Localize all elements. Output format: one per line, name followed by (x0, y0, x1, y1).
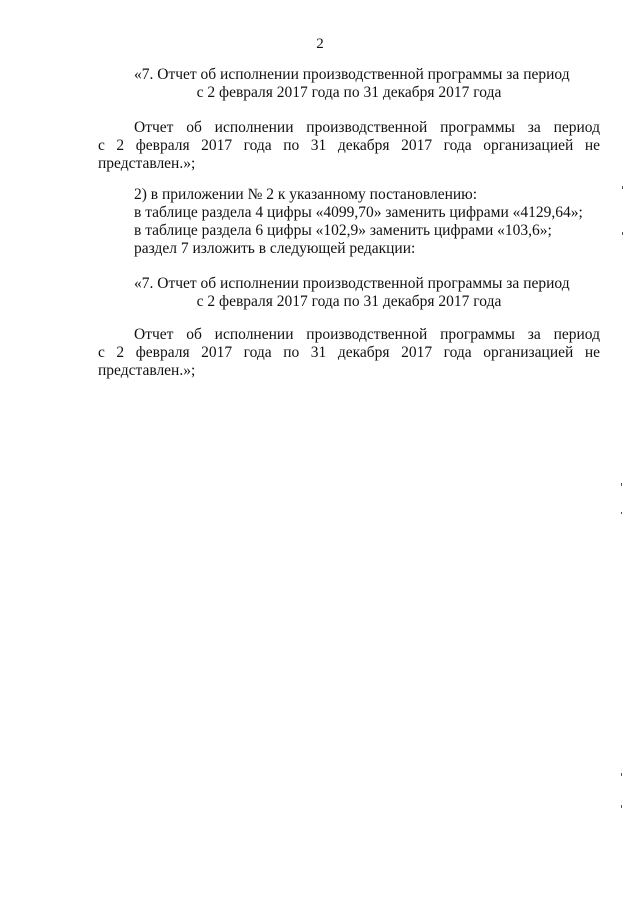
heading-line: с 2 февраля 2017 года по 31 декабря 2017 года (196, 84, 502, 101)
paragraph-line: представлен.»; (98, 362, 196, 379)
paragraph-line: представлен.»; (98, 155, 196, 172)
section-heading-1 (98, 66, 600, 102)
amendments-list (98, 186, 600, 258)
scan-mark (621, 805, 622, 808)
amendment-line: раздел 7 изложить в следующей редакции: (134, 240, 416, 257)
heading-line: с 2 февраля 2017 года по 31 декабря 2017 года (196, 293, 502, 310)
heading-line: «7. Отчет об исполнении производственной программы за период (134, 66, 570, 83)
scan-mark (621, 483, 622, 486)
amendment-line: в таблице раздела 4 цифры «4099,70» заменить цифрами «4129,64»; (134, 204, 583, 221)
amendment-line: в таблице раздела 6 цифры «102,9» заменить цифрами «103,6»; (134, 222, 552, 239)
scan-mark (621, 773, 622, 776)
scan-mark (621, 512, 622, 514)
heading-line: «7. Отчет об исполнении производственной программы за период (134, 275, 570, 292)
paragraph-line: Отчет об исполнении производственной программы за период (134, 326, 600, 343)
paragraph-line: с 2 февраля 2017 года по 31 декабря 2017 года организацией не (98, 344, 600, 361)
paragraph-line: Отчет об исполнении производственной программы за период (134, 119, 600, 136)
amendment-line: 2) в приложении № 2 к указанному постановлению: (134, 186, 478, 203)
paragraph-line: с 2 февраля 2017 года по 31 декабря 2017 года организацией не (98, 137, 600, 154)
section-heading-2 (98, 275, 600, 311)
scan-mark (622, 186, 623, 189)
scan-mark (622, 232, 623, 235)
paragraph-1 (98, 119, 600, 173)
paragraph-2 (98, 326, 600, 380)
page-number: 2 (316, 36, 324, 52)
